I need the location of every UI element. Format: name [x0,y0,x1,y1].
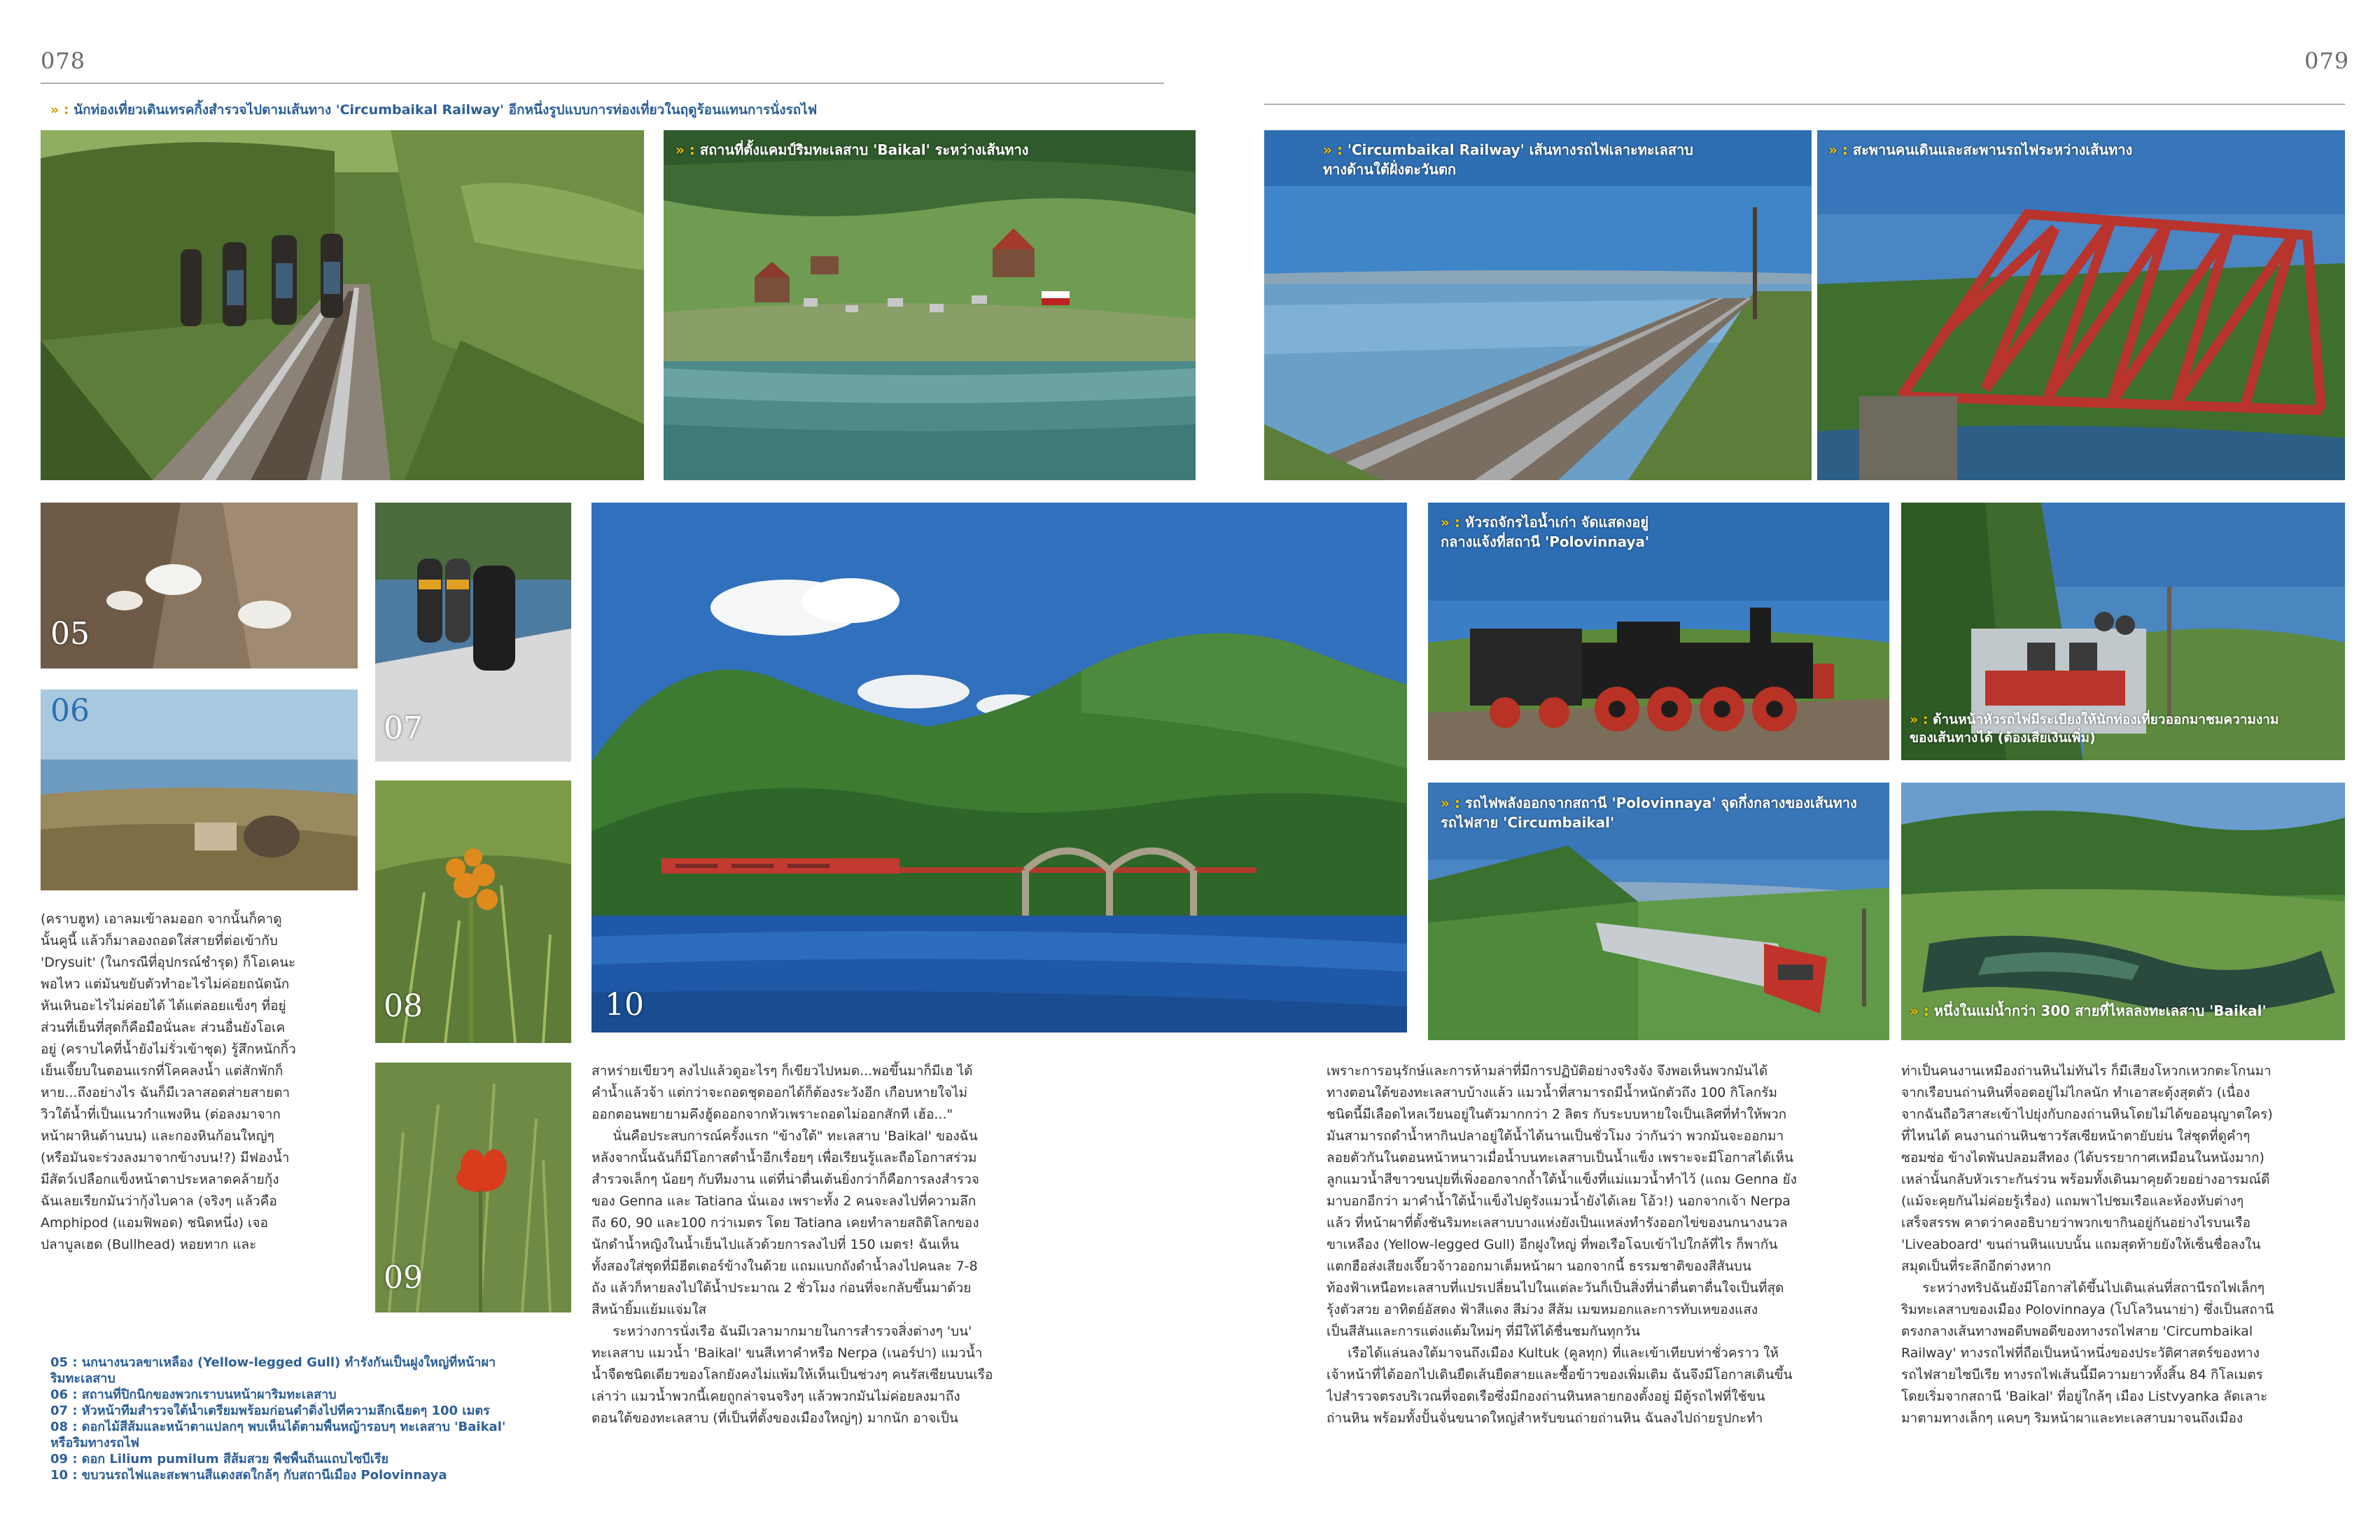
text-line: ขาเหลือง (Yellow-legged Gull) อีกฝูงใหญ่ ที่พอเรือโฉบเข้าไปใกล้ที่ไร ก็พากัน [1326,1237,1778,1252]
caption-train-line1: รถไฟพลังออกจากสถานี 'Polovinnaya' จุดกึ่งกลางของเส้นทาง [1464,794,1857,811]
text-line: เสร็จสรรพ คาดว่าคงอธิบายว่าพวกเขากินอยู่กันอย่างไรบนเรือ [1901,1215,2251,1231]
text-line: เจ้าหน้าที่ได้ออกไปเดินยืดเส้นยืดสายและซื้อข้าวของเพิ่มเติม ฉันจึงมีโอกาสเดินขึ้น [1326,1367,1793,1382]
text-line: หลังจากนั้นฉันก็มีโอกาสดำน้ำอีกเรื่อยๆ เพื่อเรียนรู้และถือโอกาสร่วม [592,1150,977,1166]
text-line: ส่วนที่เย็นที่สุดก็คือมือนั่นละ ส่วนอื่นยังโอเค [41,1020,286,1035]
photo-red-bridge [1817,130,2345,480]
text-line: รุ้งตัวสวย อาทิตย์อัสดง ฟ้าสีแดง สีม่วง สีส้ม เมฆหมอกและการทับเหของแสง [1326,1302,1758,1317]
text-line: ลูกแมวน้ำสีขาวขนปุยที่เพิ่งออกจากถ้ำใต้น้ำแข็งที่แม่แมวน้ำทำไว้ (แถม Genna ยัง [1326,1172,1797,1187]
caption-train-line2: รถไฟสาย 'Circumbaikal' [1441,814,1615,831]
text-line: Railway' ทางรถไฟที่ถือเป็นหน้าหนึ่งของประวัติศาสตร์ของทาง [1901,1345,2260,1361]
text-line: เย็นเจี๊ยบในตอนแรกที่โคคลงน้ำ แต่สักพักก็ [41,1063,284,1079]
photo-note-line: 10 : ขบวนรถไฟและสะพานสีแดงสดใกล้ๆ กับสถานีเมือง Polovinnaya [50,1468,447,1483]
photo-notes [50,1354,582,1483]
text-line: ของ Genna และ Tatiana นั่นเอง เพราะทั้ง 2 คนจะลงไปที่ความลึก [592,1194,976,1209]
text-line: นั่นคือประสบการณ์ครั้งแรก "ข้างใต้" ทะเลสาบ 'Baikal' ของฉัน [592,1128,978,1144]
top-caption [50,99,1184,120]
text-line: จากฉันถือวิสาสะเข้าไปยุ่งกับกองถ่านหินโดยไม่ได้ขออนุญาตใคร) [1901,1107,2273,1122]
text-line: สมุดเป็นที่ระลึกอีกต่างหาก [1901,1259,2051,1274]
caption-railway-by-lake: » : 'Circumbaikal Railway' เส้นทางรถไฟเลาะทะเลสาบ ทางด้านใต้ฝั่งตะวันตก [1323,140,1799,179]
caption-train-departing: » : รถไฟพลังออกจากสถานี 'Polovinnaya' จุดกึ่งกลางของเส้นทาง รถไฟสาย 'Circumbaikal' [1441,793,1875,832]
header-rule-left [41,83,1164,84]
text-line: ท้องฟ้าเหนือทะเลสาบที่แปรเปลี่ยนไปในแต่ละวันก็เป็นสิ่งที่น่าตื่นตาตื่นใจเป็นที่สุด [1326,1280,1784,1296]
photo-hikers-on-tracks [41,130,644,480]
text-line: มาตามทางเล็กๆ แคบๆ ริมหน้าผาและทะเลสาบมาจนถึงเมือง [1901,1410,2244,1426]
text-line: สีหน้ายิ้มแย้มแจ่มใส [592,1302,707,1317]
text-line: แตกฮือส่งเสียงเจี๊ยวจ้าวออกมาเต็มหน้าผา นอกจากนี้ ธรรมชาติของสีสันบน [1326,1259,1751,1274]
text-line: ไปสำรวจตรงบริเวณที่จอดเรือซึ่งมีกองถ่านหินหลายกองตั้งอยู่ มีตู้รถไฟที่ใช้ขน [1326,1389,1765,1404]
page-number-right: 079 [2304,48,2350,74]
text-line: ระหว่างทริปฉันยังมีโอกาสได้ขึ้นไปเดินเล่นที่สถานีรถไฟเล็กๆ [1901,1280,2265,1296]
caption-lakeside-camp-text: สถานที่ตั้งแคมป์ริมทะเลสาบ 'Baikal' ระหว่างเส้นทาง [699,141,1029,158]
photo-note-line: หรือริมทางรถไฟ [50,1436,140,1450]
photo-note-line: 05 : นกนางนวลขาเหลือง (Yellow-legged Gull) ทำรังกันเป็นฝูงใหญ่ที่หน้าผา [50,1355,496,1370]
text-line: คำน้ำแล้วจ้า แต่กว่าจะถอดชุดออกได้ก็ต้องระวังอีก เกือบหายใจไม่ [592,1085,968,1100]
text-line: สาหร่ายเขียวๆ ลงไปแล้วดูอะไรๆ ก็เขียวไปหมด...พอขึ้นมาก็มีเฮ ได้ [592,1063,973,1079]
text-line: น้ำจืดชนิดเดียวของโลกยังคงไม่แพ้มให้เห็นเป็นช่วงๆ คนรัสเซียนบนเรือ [592,1367,993,1382]
photo-number-09: 09 [384,1260,423,1296]
text-line: พอไหว แต่มันขยับตัวทำอะไรไม่ค่อยถนัดนัก [41,976,290,992]
caption-tourists-train-front: » : ด้านหน้าหัวรถไฟมีระเบียงให้นักท่องเที่ยวออกมาชมความงาม ของเส้นทางได้ (ต้องเสียเงินเพิ่ม) [1910,710,2338,747]
caption-red-bridge: » : สะพานคนเดินและสะพานรถไฟระหว่างเส้นทาง [1828,141,2133,158]
text-line: ระหว่างการนั่งเรือ ฉันมีเวลามากมายในการสำรวจสิ่งต่างๆ 'บน' [592,1324,972,1339]
text-line: ทั้งสองใส่ชุดที่มีฮีตเตอร์ข้างในด้วย แถมแบกถังดำน้ำลงไปคนละ 7-8 [592,1259,978,1274]
photo-number-06: 06 [50,693,90,729]
text-line: ที่ไหนได้ คนงานถ่านหินชาวรัสเซียหน้าตายับย่น ใส่ชุดที่ดูคำๆ [1901,1128,2250,1144]
text-line: รถไฟสายไซบีเรีย ทางรถไฟเส้นนี้มีความยาวทั้งสิ้น 84 กิโลเมตร [1901,1367,2263,1382]
text-line: เล่าว่า แมวน้ำพวกนี้เคยถูกล่าจนจริงๆ แล้วพวกมันไม่ค่อยลงมาถึง [592,1389,960,1404]
text-line: (คราบฮูท) เอาลมเข้าลมออก จากนั้นก็คาดู [41,911,282,927]
photo-number-07: 07 [384,710,423,746]
caption-lakeside-camp: » : สถานที่ตั้งแคมป์ริมทะเลสาบ 'Baikal' ระหว่างเส้นทาง [676,141,1029,158]
text-line: ท่าเป็นคนงานเหมืองถ่านหินไม่ทันไร ก็มีเสียงโหวกเหวกตะโกนมา [1901,1063,2272,1079]
left-text-column [41,909,358,1256]
photo-number-10: 10 [605,987,644,1023]
photo-number-05: 05 [50,616,90,652]
text-line: 'Liveaboard' ขนถ่านหินแบบนั้น แถมสุดท้ายยังให้เซ็นชื่อลงใน [1901,1237,2261,1252]
right-text-column-a [1326,1060,1883,1429]
text-line: เพราะการอนุรักษ์และการห้ามล่าที่มีการปฏิบัติอย่างจริงจัง จึงพอเห็นพวกมันได้ [1326,1063,1768,1079]
text-line: สำรวจเล็กๆ น้อยๆ กับทีมงาน แต่ที่น่าตื่นเต้นยิ่งกว่าก็คือการลงสำรวจ [592,1172,979,1187]
text-line: ชนิดนี้มีเลือดไหลเวียนอยู่ในตัวมากกว่า 2 ลิตร กับระบบหายใจเป็นเลิศที่ทำให้พวก [1326,1107,1787,1122]
photo-railway-by-lake [1264,130,1812,480]
text-line: ถัง แล้วก็หายลงไปใต้น้ำประมาณ 2 ชั่วโมง ก่อนที่จะกลับขึ้นมาด้วย [592,1280,972,1296]
text-line: ถึง 60, 90 และ100 กว่าเมตร โดย Tatiana เคยทำลายสถิติโลกของ [592,1215,979,1231]
text-line: โดยเริ่มจากสถานี 'Baikal' ที่อยู่ใกล้ๆ เมือง Listvyanka ลัดเลาะ [1901,1389,2268,1404]
text-line: นั้นคูนี้ แล้วก็มาลองถอดใส่สายที่ต่อเข้ากับ [41,933,278,948]
text-line: จากเรือบนถ่านหินที่จอดอยู่ไม่ไกลนัก ทำเอาสะดุ้งสุดตัว (เนื่อง [1901,1085,2250,1100]
text-line: มีสัตว์เปลือกแข็งหน้าตาประหลาดคล้ายกุ้ง [41,1172,279,1187]
text-line: เป็นสีสันและการแต่งแต้มใหม่ๆ ที่มีให้ได้ชื่นชมกันทุกวัน [1326,1324,1640,1339]
photo-note-line: 08 : ดอกไม้สีส้มและหน้าตาแปลกๆ พบเห็นได้ตามพื้นหญ้ารอบๆ ทะเลสาบ 'Baikal' [50,1420,506,1434]
photo-note-line: 06 : สถานที่ปิกนิกของพวกเราบนหน้าผาริมทะเลสาบ [50,1387,337,1402]
right-text-column-b [1901,1060,2345,1429]
text-line: มันสามารถดำน้ำหากินปลาอยู่ใต้น้ำได้นานเป็นชั่วโมง ว่ากันว่า พวกมันจะออกมา [1326,1128,1784,1144]
text-line: ตรงกลางเส้นทางพอดีบพอดีของทางรถไฟสาย 'Circumbaikal [1901,1324,2253,1339]
text-line: ปลาบูลเฮด (Bullhead) หอยทาก และ [41,1237,257,1252]
caption-railway-line1: 'Circumbaikal Railway' เส้นทางรถไฟเลาะทะเลสาบ [1347,141,1693,158]
caption-railway-line2: ทางด้านใต้ฝั่งตะวันตก [1323,161,1457,178]
text-line: ตอนใต้ของทะเลสาบ (ที่เป็นที่ตั้งของเมืองใหญ่ๆ) มากนัก อาจเป็น [592,1410,958,1426]
caption-tourists-line2: ของเส้นทางได้ (ต้องเสียเงินเพิ่ม) [1910,730,2096,746]
photo-number-08: 08 [384,988,423,1024]
text-line: ซอมซ่อ ข้างไดพันปลอมสีทอง (ได้บรรยากาศเหมือนในหนังมาก) [1901,1150,2264,1166]
text-line: ออกตอนพยายามคึงฮู้ดออกจากหัวเพราะถอดไม่ออกสักที เฮ้อ..." [592,1107,953,1122]
page-number-left: 078 [41,48,86,74]
text-line: อยู่ (คราบไคที่น้ำยังไม่รั่วเข้าชุด) รู้สึกหนักกิ้ว [41,1042,296,1057]
caption-steam-locomotive: » : หัวรถจักรไอน้ำเก่า จัดแสดงอยู่ กลางแจ้งที่สถานี 'Polovinnaya' [1441,512,1861,552]
text-line: ทางตอนใต้ของทะเลสาบบ้างแล้ว แมวน้ำที่สามารถมีน้ำหนักตัวถึง 100 กิโลกรัม [1326,1085,1778,1100]
caption-red-bridge-text: สะพานคนเดินและสะพานรถไฟระหว่างเส้นทาง [1852,141,2133,158]
text-line: หาย...ถึงอย่างไร ฉันก็มีเวลาสอดส่ายสายตา [41,1085,290,1100]
photo-10-train-bridge [592,503,1407,1032]
text-line: (แม้จะคุยกันไม่ค่อยรู้เรื่อง) แถมพาไปชมเรือและห้องหับต่างๆ [1901,1194,2244,1209]
photo-note-line: ริมทะเลสาบ [50,1371,115,1386]
text-line: ริมทะเลสาบของเมือง Polovinnaya (โปโลวินนาย่า) ซึ่งเป็นสถานี [1901,1302,2274,1317]
text-line: ถ่านหิน พร้อมทั้งปั้นจั่นขนาดใหญ่สำหรับขนถ่ายถ่านหิน ฉันลงไปถ่ายรูปกะทำ [1326,1410,1763,1426]
text-line: Amphipod (แอมฟิพอด) ชนิดหนึ่ง) เจอ [41,1215,268,1231]
caption-tourists-line1: ด้านหน้าหัวรถไฟมีระเบียงให้นักท่องเที่ยวออกมาชมความงาม [1933,712,2279,727]
caption-marker: » : [50,102,69,118]
middle-text-column [592,1060,1407,1429]
caption-river-text: หนึ่งในแม่น้ำกว่า 300 สายที่ไหลลงทะเลสาบ 'Baikal' [1933,1002,2267,1019]
caption-loco-line1: หัวรถจักรไอน้ำเก่า จัดแสดงอยู่ [1464,514,1649,531]
text-line: ลอยตัวกันในตอนหน้าหนาวเมื่อน้ำบนทะเลสาบเป็นน้ำแข็ง เพราะจะมีโอกาสได้เห็น [1326,1150,1794,1166]
text-line: (หรือมันจะร่วงลงมาจากข้างบน!?) มีฟองน้ำ [41,1150,290,1166]
text-line: เรือได้แล่นลงใต้มาจนถึงเมือง Kultuk (คูลทุก) ที่และเข้าเทียบท่าชั่วคราว ให้ [1326,1345,1779,1361]
text-line: มาบอกอีกว่า มาคำน้ำใต้น้ำแข็งไปดูรังแมวน้ำยังได้เลย โอ้ว!) นอกจากเจ้า Nerpa [1326,1194,1791,1209]
text-line: แล้ว ที่หน้าผาที่ตั้งชันริมทะเลสาบบางแห่งยังเป็นแหล่งทำรังออกไข่ของนกนางนวล [1326,1215,1788,1231]
top-caption-text: นักท่องเที่ยวเดินเทรคกิ้งสำรวจไปตามเส้นทาง 'Circumbaikal Railway' อีกหนึ่งรูปแบบการท่องเที่ยวในฤดูร้อนแทนการนั่งรถไฟ [74,102,818,118]
text-line: ฉันเลยเรียกมันว่ากุ้งไบคาล (จริงๆ แล้วคือ [41,1194,277,1209]
text-line: วิวใต้น้ำที่เป็นแนวกำแพงหิน (ต่อลงมาจาก [41,1107,281,1122]
text-line: เหล่านั้นกลับหัวเราะกันร่วน พร้อมทั้งเดินมาคุยด้วยอย่างอารมณ์ดี [1901,1172,2270,1187]
header-rule-right [1264,104,2345,105]
text-line: ทะเลสาบ แมวน้ำ 'Baikal' ขนสีเทาคำหรือ Nerpa (เนอร์ปา) แมวน้ำ [592,1345,983,1361]
text-line: 'Drysuit' (ในกรณีที่อุปกรณ์ชำรุด) ก็โอเคนะ [41,955,296,970]
text-line: หันเหินอะไรไม่ค่อยได้ ได้แต่ลอยแข็งๆ ที่อยู่ [41,998,286,1014]
text-line: หน้าผาหินด้านบน) และกองหินก้อนใหญ่ๆ [41,1128,274,1144]
photo-lakeside-camp [664,130,1196,480]
caption-loco-line2: กลางแจ้งที่สถานี 'Polovinnaya' [1441,533,1650,550]
photo-note-line: 07 : หัวหน้าทีมสำรวจใต้น้ำเตรียมพร้อมก่อนดำดิ่งไปที่ความลึกเฉียดๆ 100 เมตร [50,1404,490,1418]
caption-river: » : หนึ่งในแม่น้ำกว่า 300 สายที่ไหลลงทะเลสาบ 'Baikal' [1910,1002,2267,1019]
text-line: นักดำน้ำหญิงในน้ำเย็นไปแล้วด้วยการลงไปที่ 150 เมตร! ฉันเห็น [592,1237,959,1252]
photo-note-line: 09 : ดอก Lilium pumilum สีส้มสวย พืชพื้นถิ่นแถบไซบีเรีย [50,1452,389,1466]
